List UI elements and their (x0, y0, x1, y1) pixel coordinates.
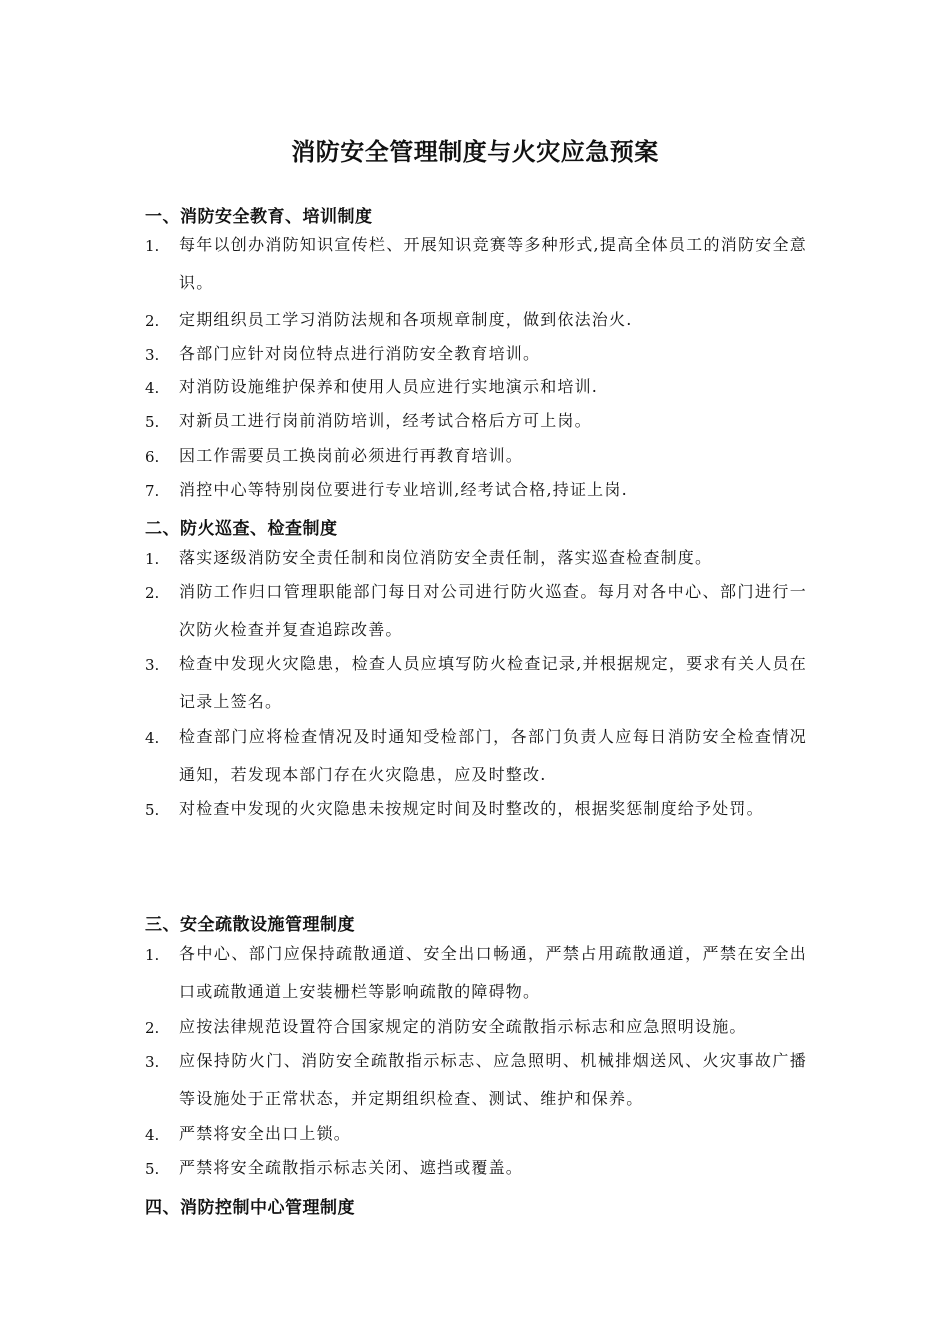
item-number: 3. (145, 656, 160, 674)
section-heading-2: 二、防火巡查、检查制度 (145, 519, 338, 539)
item-text: 应按法律规范设置符合国家规定的消防安全疏散指示标志和应急照明设施。 (179, 1017, 747, 1036)
item-number: 4. (145, 1126, 160, 1144)
item-text: 检查部门应将检查情况及时通知受检部门，各部门负责人应每日消防安全检查情况通知，若发现本部门存在火灾隐患，应及时整改. (179, 727, 807, 784)
section-heading-3: 三、安全疏散设施管理制度 (145, 915, 355, 935)
item-number: 5. (145, 801, 160, 819)
item-text: 各中心、部门应保持疏散通道、安全出口畅通，严禁占用疏散通道，严禁在安全出口或疏散通道上安装栅栏等影响疏散的障碍物。 (179, 944, 807, 1001)
item-number: 2. (145, 584, 160, 602)
item-text: 因工作需要员工换岗前必须进行再教育培训。 (179, 446, 524, 465)
item-number: 3. (145, 346, 160, 364)
item-number: 4. (145, 729, 160, 747)
item-number: 4. (145, 379, 160, 397)
item-number: 1. (145, 550, 160, 568)
item-text: 检查中发现火灾隐患，检查人员应填写防火检查记录,并根据规定，要求有关人员在记录上签名。 (179, 654, 807, 711)
item-text: 消控中心等特别岗位要进行专业培训,经考试合格,持证上岗. (179, 480, 628, 499)
item-text: 每年以创办消防知识宣传栏、开展知识竞赛等多种形式,提高全体员工的消防安全意识。 (179, 235, 807, 292)
item-text: 落实逐级消防安全责任制和岗位消防安全责任制，落实巡查检查制度。 (179, 548, 713, 567)
item-number: 5. (145, 413, 160, 431)
item-text: 对检查中发现的火灾隐患未按规定时间及时整改的，根据奖惩制度给予处罚。 (179, 799, 764, 818)
section-heading-1: 一、消防安全教育、培训制度 (145, 207, 373, 227)
item-text: 各部门应针对岗位特点进行消防安全教育培训。 (179, 344, 541, 363)
item-number: 6. (145, 448, 160, 466)
item-text: 严禁将安全疏散指示标志关闭、遮挡或覆盖。 (179, 1158, 524, 1177)
document-title: 消防安全管理制度与火灾应急预案 (291, 138, 659, 166)
item-text: 对消防设施维护保养和使用人员应进行实地演示和培训. (179, 377, 599, 396)
item-text: 严禁将安全出口上锁。 (179, 1124, 352, 1143)
item-number: 5. (145, 1160, 160, 1178)
item-number: 2. (145, 312, 160, 330)
section-heading-4: 四、消防控制中心管理制度 (145, 1198, 355, 1218)
item-text: 应保持防火门、消防安全疏散指示标志、应急照明、机械排烟送风、火灾事故广播等设施处于正常状态，并定期组织检查、测试、维护和保养。 (179, 1051, 807, 1108)
item-text: 消防工作归口管理职能部门每日对公司进行防火巡查。每月对各中心、部门进行一次防火检查并复查追踪改善。 (179, 582, 807, 639)
item-number: 1. (145, 237, 160, 255)
item-text: 对新员工进行岗前消防培训，经考试合格后方可上岗。 (179, 411, 592, 430)
item-text: 定期组织员工学习消防法规和各项规章制度，做到依法治火. (179, 310, 633, 329)
item-number: 3. (145, 1053, 160, 1071)
item-number: 7. (145, 482, 160, 500)
item-number: 2. (145, 1019, 160, 1037)
item-number: 1. (145, 946, 160, 964)
